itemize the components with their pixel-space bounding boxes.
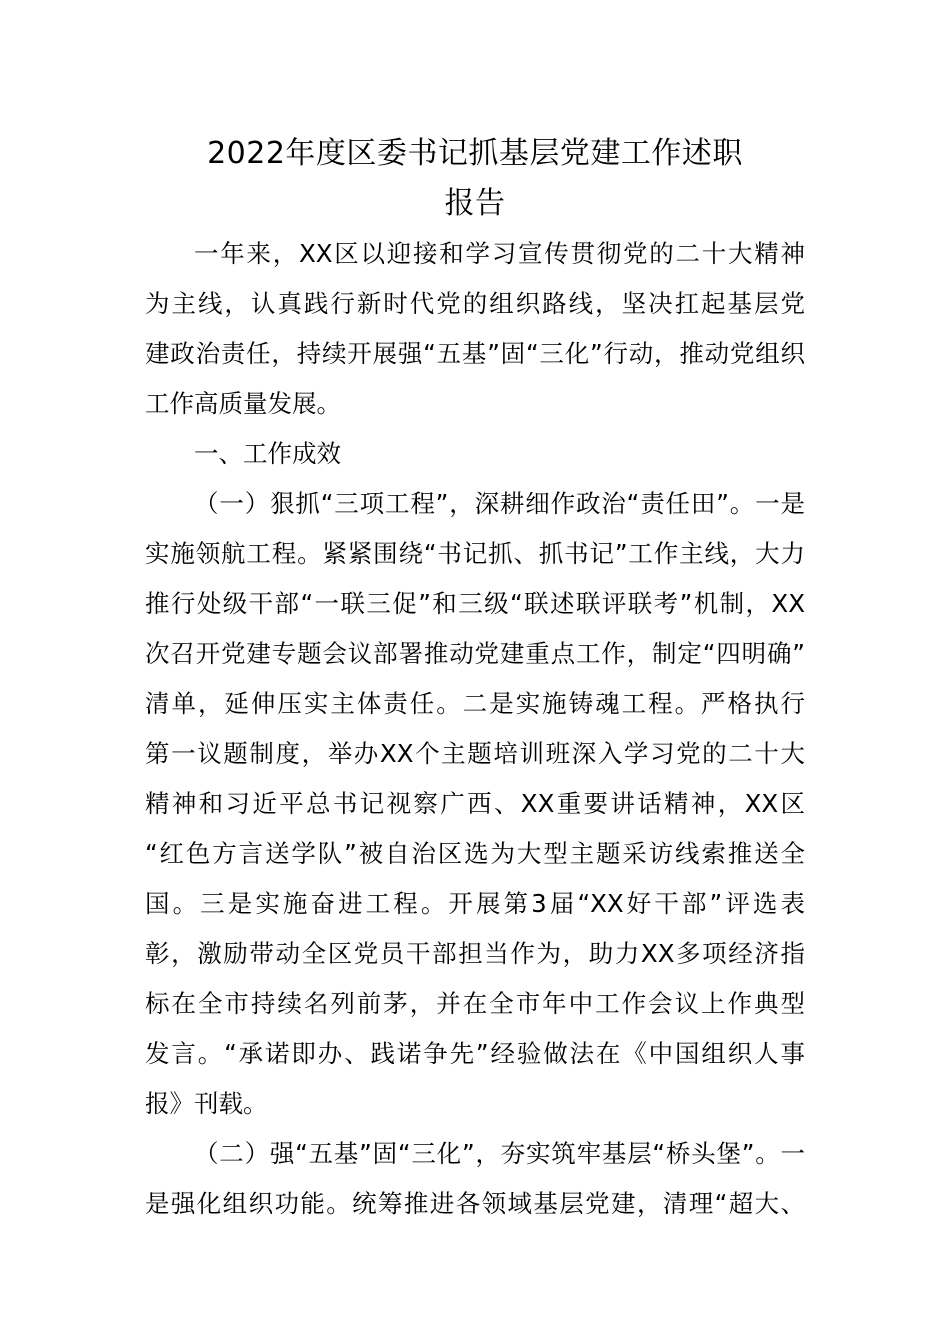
body-text-line: 标在全市持续名列前茅，并在全市年中工作会议上作典型 [145,989,805,1018]
document-body [145,229,805,1229]
body-text-line: （二）强“五基”固“三化”，夯实筑牢基层“桥头堡”。一 [194,1139,805,1168]
document-title-line1: 2022年度区委书记抓基层党建工作述职 [207,136,743,171]
body-text-line: 报》刊载。 [145,1089,268,1118]
body-text-line: 推行处级干部“一联三促”和三级“联述联评联考”机制，XX [145,589,805,618]
body-text-line: 国。三是实施奋进工程。开展第3届“XX好干部”评选表 [145,889,805,918]
body-text-line: 第一议题制度，举办XX个主题培训班深入学习党的二十大 [145,739,805,768]
body-text-line: 一年来，XX区以迎接和学习宣传贯彻党的二十大精神 [194,239,805,268]
body-text-line: 是强化组织功能。统筹推进各领域基层党建，清理“超大、 [145,1189,805,1218]
body-text-line: （一）狠抓“三项工程”，深耕细作政治“责任田”。一是 [194,489,805,518]
body-text-line: 彰，激励带动全区党员干部担当作为，助力XX多项经济指 [145,939,805,968]
body-text-line: 一、工作成效 [194,439,341,468]
body-text-line: 工作高质量发展。 [145,389,341,418]
body-text-line: 次召开党建专题会议部署推动党建重点工作，制定“四明确” [145,639,805,668]
body-text-line: 实施领航工程。紧紧围绕“书记抓、抓书记”工作主线，大力 [145,539,805,568]
body-text-line: “红色方言送学队”被自治区选为大型主题采访线索推送全 [145,839,805,868]
body-text-line: 清单，延伸压实主体责任。二是实施铸魂工程。严格执行 [145,689,805,718]
body-text-line: 发言。“承诺即办、践诺争先”经验做法在《中国组织人事 [145,1039,805,1068]
body-text-line: 为主线，认真践行新时代党的组织路线，坚决扛起基层党 [145,289,805,318]
body-text-line: 建政治责任，持续开展强“五基”固“三化”行动，推动党组织 [145,339,805,368]
body-text-line: 精神和习近平总书记视察广西、XX重要讲话精神，XX区 [145,789,805,818]
document-title-line2: 报告 [444,186,506,221]
